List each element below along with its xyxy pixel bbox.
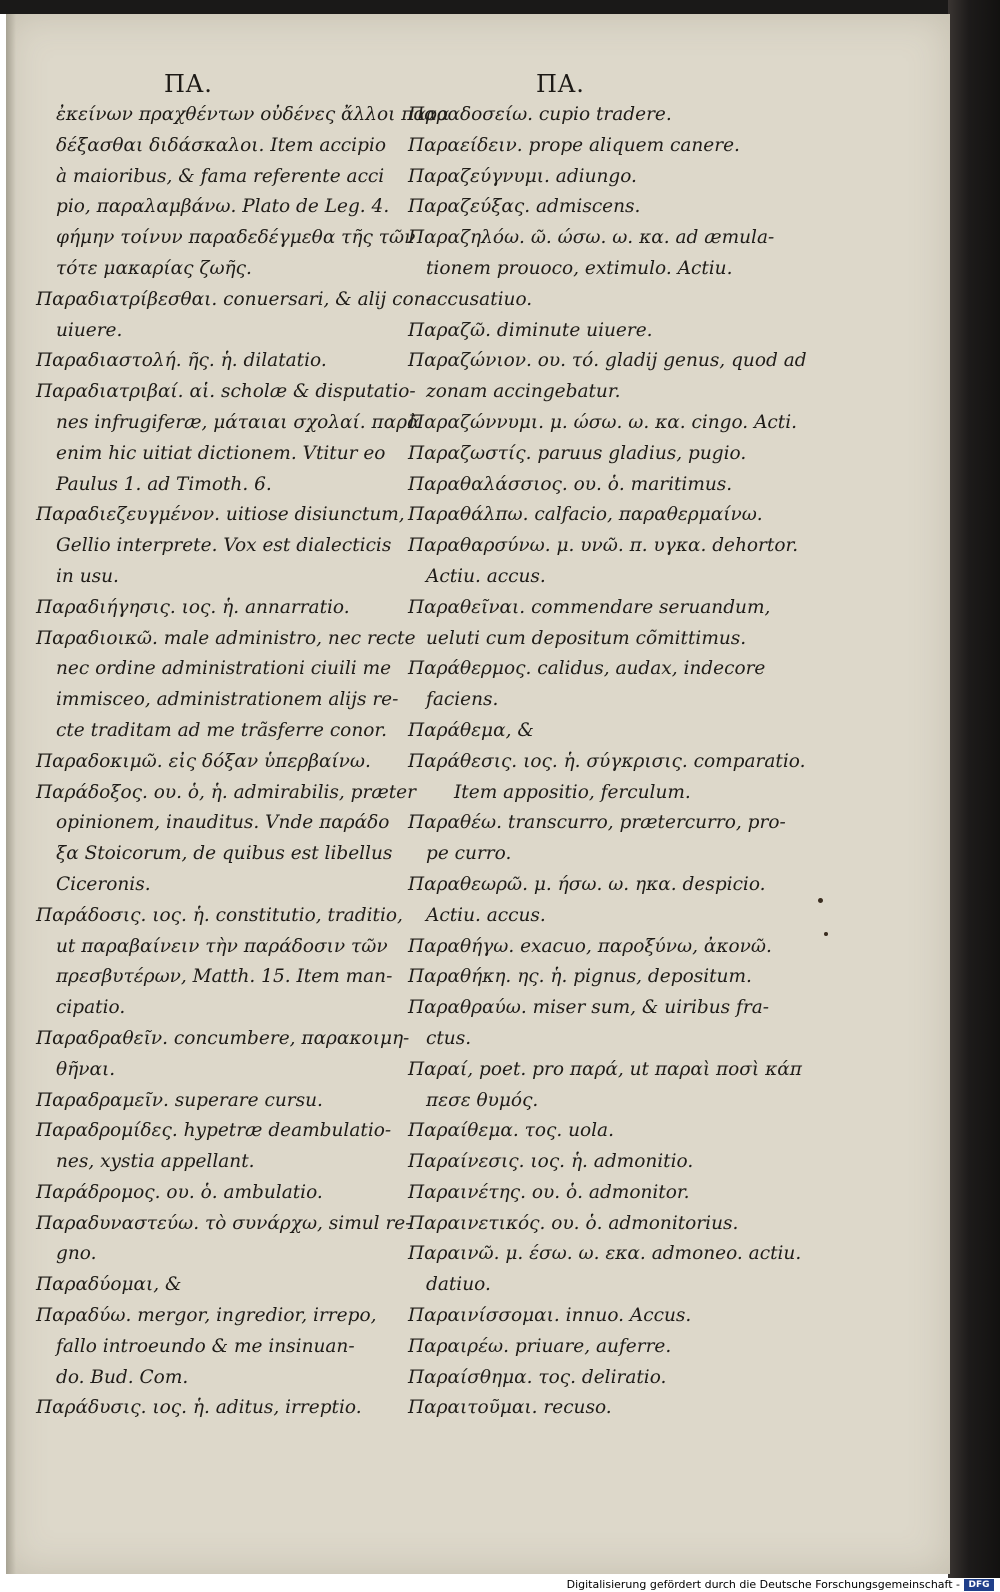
text-line: Ciceronis. [56, 873, 151, 895]
right-column [408, 100, 807, 1424]
entry-line: Παραθεῖναι. commendare seruandum, [408, 596, 771, 618]
text-line: Item appositio, ferculum. [454, 781, 691, 803]
entry-line: Παραδιατριβαί. αἱ. scholæ & disputatio- [36, 381, 416, 403]
running-head-right: ΠΑ. [536, 70, 585, 98]
entry-line: Παραζεύξας. admiscens. [408, 196, 641, 218]
entry-line: Παραδύω. mergor, ingredior, irrepo, [36, 1305, 377, 1327]
book-page [6, 14, 950, 1574]
entry-line: Παραινετικός. ου. ὁ. admonitorius. [408, 1212, 739, 1234]
entry-line: Παραινῶ. μ. έσω. ω. εκα. admoneo. actiu. [408, 1243, 802, 1265]
text-line: enim hic uitiat dictionem. Vtitur eo [56, 442, 386, 464]
entry-line: Παραιτοῦμαι. recuso. [408, 1397, 612, 1419]
entry-line: Παραζῶ. diminute uiuere. [408, 319, 653, 341]
text-line: accusatiuo. [426, 288, 533, 310]
text-line: nec ordine administrationi ciuili me [56, 658, 392, 680]
text-line: φήμην τοίνυν παραδεδέγμεθα τῆς τῶν [56, 227, 416, 249]
entry-line: Παραδιεζευγμένον. uitiose disiunctum, [36, 504, 405, 526]
text-line: fallo introeundo & me insinuan- [56, 1335, 355, 1357]
entry-line: Παραζωστίς. paruus gladius, pugio. [408, 442, 747, 464]
entry-line: Παράθεσις. ιος. ἡ. σύγκρισις. comparatio. [408, 750, 806, 772]
text-line: immisceo, administrationem alijs re- [56, 689, 399, 711]
entry-line: Παράδοξος. ου. ὁ, ἡ. admirabilis, præter [36, 781, 416, 803]
running-head-left: ΠΑ. [164, 70, 213, 98]
entry-line: Παραίνεσις. ιος. ἡ. admonitio. [408, 1151, 694, 1173]
entry-line: Παραδρομίδες. hypetræ deambulatio- [36, 1120, 392, 1142]
entry-line: Παραίθεμα. τος. uola. [408, 1120, 614, 1142]
text-line: δέξασθαι διδάσκαλοι. Item accipio [56, 134, 386, 156]
entry-line: Παραδύομαι, & [36, 1274, 182, 1296]
text-line: pe curro. [426, 843, 512, 865]
entry-line: Παραδραμεῖν. superare cursu. [36, 1089, 323, 1111]
text-line: cipatio. [56, 997, 126, 1019]
text-line: ut παραβαίνειν τὴν παράδοσιν τῶν [56, 935, 388, 957]
text-line: πεσε θυμός. [426, 1089, 539, 1111]
entry-line: Παραδοσείω. cupio tradere. [408, 104, 672, 125]
text-line: Actiu. accus. [426, 904, 546, 926]
dfg-logo: DFG [964, 1579, 994, 1591]
funding-credit: Digitalisierung gefördert durch die Deutsche Forschungsgemeinschaft - [566, 1578, 960, 1591]
text-line: Paulus 1. ad Timoth. 6. [56, 473, 272, 495]
text-line: nes infrugiferæ, μάταιαι σχολαί. παρὰ [56, 411, 420, 433]
text-line: datiuo. [426, 1274, 491, 1296]
text-line: nes, xystia appellant. [56, 1151, 255, 1173]
page-gutter-shadow [6, 14, 16, 1574]
entry-line: Παραζώνιον. ου. τό. gladij genus, quod ad [408, 350, 807, 372]
scan-dark-edge-top [0, 0, 1000, 14]
text-line: tionem prouoco, extimulo. Actiu. [426, 257, 733, 279]
text-line: faciens. [426, 689, 499, 711]
entry-line: Παράδυσις. ιος. ἡ. aditus, irreptio. [36, 1397, 362, 1419]
text-line: πρεσβυτέρων, Matth. 15. Item man- [56, 966, 393, 988]
entry-line: Παραδραθεῖν. concumbere, παρακοιμη- [36, 1027, 410, 1049]
text-line: ctus. [426, 1027, 472, 1049]
text-line: do. Bud. Com. [56, 1366, 189, 1388]
text-line: à maioribus, & fama referente acci [56, 165, 385, 187]
text-line: ξα Stoicorum, de quibus est libellus [56, 843, 393, 865]
entry-line: Παραδιατρίβεσθαι. conuersari, & alij con- [36, 288, 432, 310]
text-line: gno. [56, 1243, 97, 1265]
scan-dark-edge-right [948, 0, 1000, 1578]
ink-blot [818, 898, 823, 903]
text-line: pio, παραλαμβάνω. Plato de Leg. 4. [56, 196, 390, 218]
text-line: cte traditam ad me trãsferre conor. [56, 719, 388, 741]
text-line: Gellio interprete. Vox est dialecticis [56, 535, 392, 557]
entry-line: Παραθραύω. miser sum, & uiribus fra- [408, 997, 769, 1019]
entry-line: Παράδοσις. ιος. ἡ. constitutio, traditio, [36, 904, 403, 926]
text-line: ueluti cum depositum cõmittimus. [426, 627, 747, 649]
text-line: Actiu. accus. [426, 565, 546, 587]
entry-line: Παραζηλόω. ῶ. ώσω. ω. κα. ad æmula- [408, 227, 775, 249]
text-line: τότε μακαρίας ζωῆς. [56, 257, 252, 279]
ink-blot [824, 932, 828, 936]
entry-line: Παραθέω. transcurro, prætercurro, pro- [408, 812, 786, 834]
entry-line: Παραινίσσομαι. innuo. Accus. [408, 1305, 692, 1327]
entry-line: Παραθήγω. exacuo, παροξύνω, ἀκονῶ. [408, 935, 772, 957]
entry-line: Παραιρέω. priuare, auferre. [408, 1335, 672, 1357]
text-line: zonam accingebatur. [426, 381, 621, 403]
entry-line: Παραζώννυμι. μ. ώσω. ω. κα. cingo. Acti. [408, 411, 798, 433]
entry-line: Παραθαλάσσιος. ου. ὁ. maritimus. [408, 473, 733, 495]
entry-line: Παράδρομος. ου. ὁ. ambulatio. [36, 1181, 323, 1203]
entry-line: Παραδιήγησις. ιος. ἡ. annarratio. [36, 596, 350, 618]
entry-line: Παραδιοικῶ. male administro, nec recte [36, 627, 416, 649]
text-line: opinionem, inauditus. Vnde παράδο [56, 812, 390, 834]
entry-line: Παραδυναστεύω. τὸ συνάρχω, simul re- [36, 1212, 412, 1234]
entry-line: Παραθήκη. ης. ἡ. pignus, depositum. [408, 966, 752, 988]
entry-line: Παραθάλπω. calfacio, παραθερμαίνω. [408, 504, 763, 526]
entry-line: Παραίσθημα. τος. deliratio. [408, 1366, 667, 1388]
text-line: ἐκείνων πραχθέντων οὐδένες ἄλλοι παρα [56, 104, 450, 125]
text-line: in usu. [56, 565, 119, 587]
text-line: uiuere. [56, 319, 123, 341]
entry-line: Παραδιαστολή. ῆς. ἡ. dilatatio. [36, 350, 327, 372]
entry-line: Παραθεωρῶ. μ. ήσω. ω. ηκα. despicio. [408, 873, 766, 895]
entry-line: Παραείδειν. prope aliquem canere. [408, 134, 740, 156]
entry-line: Παραζεύγνυμι. adiungo. [408, 165, 637, 187]
entry-line: Παράθερμος. calidus, audax, indecore [408, 658, 766, 680]
entry-line: Παραδοκιμῶ. εἰς δόξαν ὑπερβαίνω. [36, 750, 371, 772]
text-line: θῆναι. [56, 1058, 116, 1080]
entry-line: Παραινέτης. ου. ὁ. admonitor. [408, 1181, 690, 1203]
entry-line: Παράθεμα, & [408, 719, 534, 741]
entry-line: Παραί, poet. pro παρά, ut παραὶ ποσὶ κάπ [408, 1058, 802, 1080]
entry-line: Παραθαρσύνω. μ. υνῶ. π. υγκα. dehortor. [408, 535, 799, 557]
